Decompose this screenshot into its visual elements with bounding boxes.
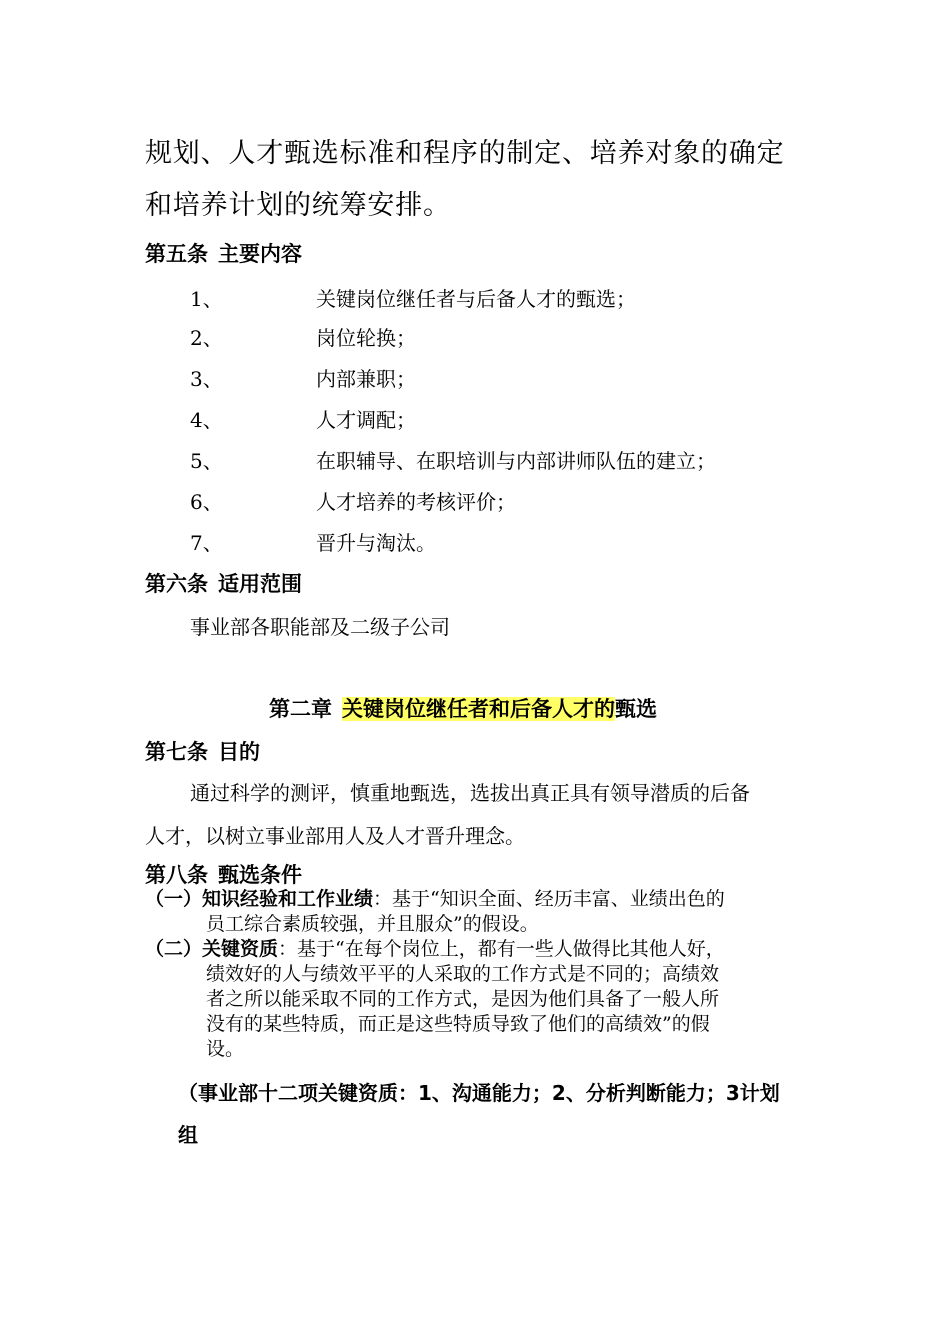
condition-1-line-2: 员工综合素质较强，并且服众”的假设。 bbox=[206, 913, 539, 935]
article-5-item-number: 7、 bbox=[190, 531, 223, 555]
chapter-2-number: 第二章 bbox=[269, 697, 332, 721]
article-6-heading bbox=[145, 568, 302, 598]
article-5-item-text: 人才调配； bbox=[316, 408, 416, 432]
article-5-item-text: 晋升与淘汰。 bbox=[316, 531, 436, 555]
article-5-item-text: 人才培养的考核评价； bbox=[316, 490, 516, 514]
article-7-number: 第七条 bbox=[145, 740, 208, 764]
key-qualities-note-line-2: 组 bbox=[178, 1123, 198, 1147]
chapter-2-title bbox=[269, 693, 657, 723]
article-5-item-number: 4、 bbox=[190, 408, 223, 432]
article-8-number: 第八条 bbox=[145, 863, 208, 887]
article-8-title: 甄选条件 bbox=[218, 863, 302, 887]
condition-1-label: （一） bbox=[145, 888, 203, 910]
chapter-2-title-highlighted: 关键岗位继任者和后备人才的 bbox=[342, 697, 615, 721]
condition-2-text: ：基于“在每个岗位上，都有一些人做得比其他人好， bbox=[278, 938, 725, 960]
article-5-item-number: 1、 bbox=[190, 287, 223, 311]
condition-2-line-1 bbox=[145, 937, 725, 962]
intro-line-2: 和培养计划的统筹安排。 bbox=[145, 190, 451, 221]
article-6-title: 适用范围 bbox=[218, 572, 302, 596]
article-6-body: 事业部各职能部及二级子公司 bbox=[190, 615, 450, 639]
condition-2-line-3: 者之所以能采取不同的工作方式，是因为他们具备了一般人所 bbox=[206, 988, 720, 1010]
condition-2-label: （二） bbox=[145, 938, 203, 960]
condition-2-bold: 关键资质 bbox=[202, 938, 279, 960]
article-7-title: 目的 bbox=[218, 740, 260, 764]
article-6-number: 第六条 bbox=[145, 572, 208, 596]
intro-line-1: 规划、人才甄选标准和程序的制定、培养对象的确定 bbox=[145, 138, 785, 169]
condition-2-line-4: 没有的某些特质，而正是这些特质导致了他们的高绩效”的假 bbox=[206, 1013, 710, 1035]
article-5-item-number: 2、 bbox=[190, 326, 223, 350]
article-5-number: 第五条 bbox=[145, 242, 208, 266]
article-8-heading bbox=[145, 859, 302, 889]
article-7-line-2: 人才，以树立事业部用人及人才晋升理念。 bbox=[145, 824, 525, 848]
article-5-item-text: 关键岗位继任者与后备人才的甄选； bbox=[316, 287, 636, 311]
article-7-heading bbox=[145, 736, 260, 766]
key-qualities-note-line-1: （事业部十二项关键资质：1、沟通能力；2、分析判断能力；3计划 bbox=[178, 1081, 780, 1105]
article-7-line-1: 通过科学的测评，慎重地甄选，选拔出真正具有领导潜质的后备 bbox=[190, 781, 750, 805]
condition-1-bold: 知识经验和工作业绩 bbox=[202, 888, 374, 910]
chapter-2-title-tail: 甄选 bbox=[615, 697, 657, 721]
article-5-item-text: 岗位轮换； bbox=[316, 326, 416, 350]
article-5-item-number: 5、 bbox=[190, 449, 223, 473]
article-5-item-number: 3、 bbox=[190, 367, 223, 391]
condition-2-line-5: 设。 bbox=[206, 1038, 245, 1060]
condition-1-text: ：基于“知识全面、经历丰富、业绩出色的 bbox=[373, 888, 725, 910]
article-5-item-number: 6、 bbox=[190, 490, 223, 514]
article-5-item-text: 内部兼职； bbox=[316, 367, 416, 391]
condition-2-line-2: 绩效好的人与绩效平平的人采取的工作方式是不同的；高绩效 bbox=[206, 963, 720, 985]
condition-1-line-1 bbox=[145, 887, 725, 912]
article-5-heading bbox=[145, 238, 302, 268]
article-5-title: 主要内容 bbox=[218, 242, 302, 266]
article-5-item-text: 在职辅导、在职培训与内部讲师队伍的建立； bbox=[316, 449, 716, 473]
